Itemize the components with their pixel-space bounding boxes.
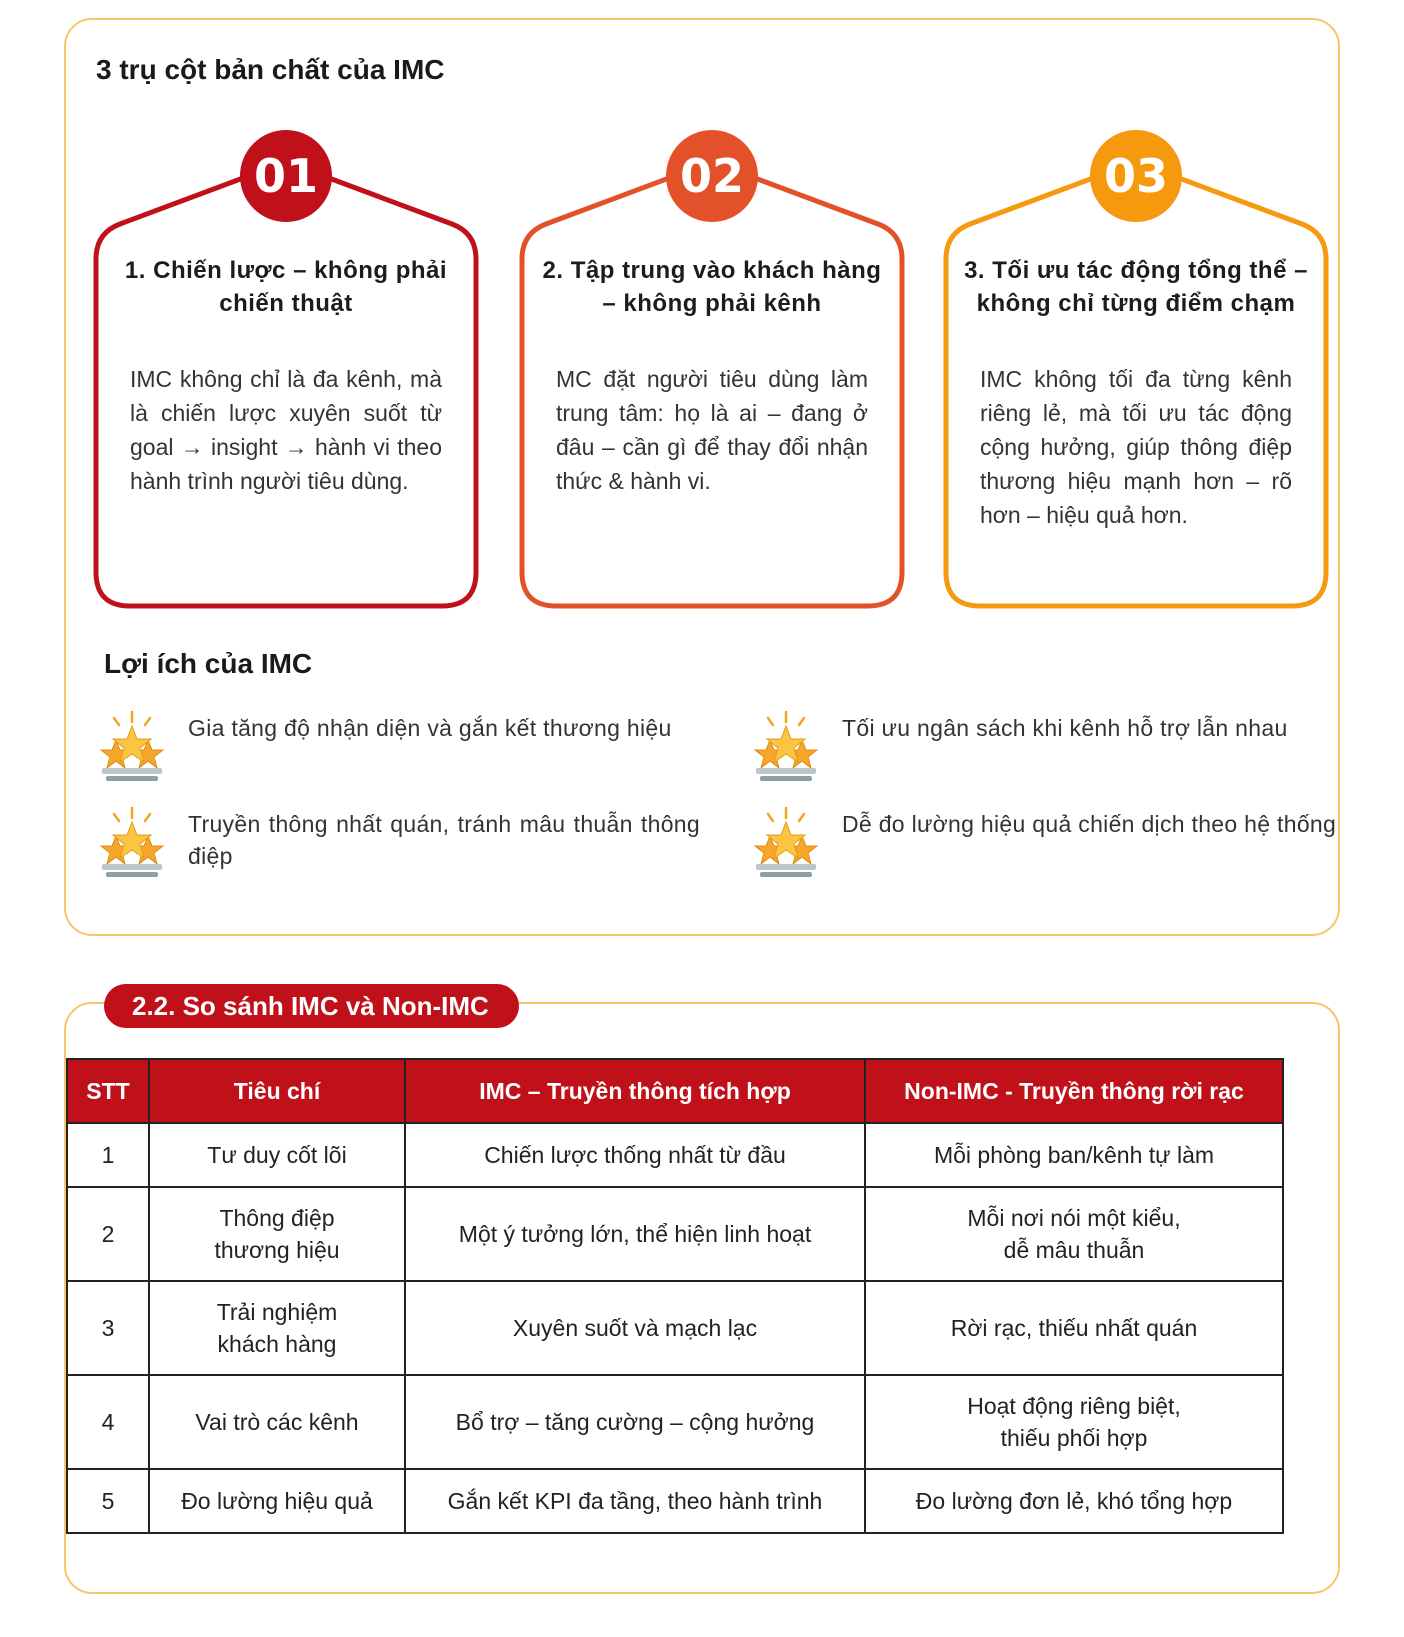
cell-stt: 1 <box>67 1123 149 1187</box>
stars-icon <box>96 806 168 886</box>
cell-imc: Xuyên suốt và mạch lạc <box>405 1281 865 1375</box>
cell-non-imc: Rời rạc, thiếu nhất quán <box>865 1281 1283 1375</box>
cell-imc: Gắn kết KPI đa tầng, theo hành trình <box>405 1469 865 1533</box>
header-non-imc: Non-IMC - Truyền thông rời rạc <box>865 1059 1283 1123</box>
cell-imc: Bổ trợ – tăng cường – cộng hưởng <box>405 1375 865 1469</box>
pillar-body: MC đặt người tiêu dùng làm trung tâm: họ là ai – đang ở đâu – cần gì để thay đổi nhận thức & hành vi. <box>556 366 868 494</box>
cell-criterion: Đo lường hiệu quả <box>149 1469 405 1533</box>
cell-non-imc: Mỗi nơi nói một kiểu, dễ mâu thuẫn <box>865 1187 1283 1281</box>
cell-imc: Chiến lược thống nhất từ đầu <box>405 1123 865 1187</box>
cell-criterion: Trải nghiệm khách hàng <box>149 1281 405 1375</box>
header-stt: STT <box>67 1059 149 1123</box>
cell-non-imc: Hoạt động riêng biệt, thiếu phối hợp <box>865 1375 1283 1469</box>
pillars-section-title: 3 trụ cột bản chất của IMC <box>96 54 445 85</box>
benefits-section-title: Lợi ích của IMC <box>104 648 313 679</box>
cell-non-imc: Đo lường đơn lẻ, khó tổng hợp <box>865 1469 1283 1533</box>
pillar-number-badge: 03 <box>1090 130 1182 222</box>
cell-stt: 3 <box>67 1281 149 1375</box>
header-criterion: Tiêu chí <box>149 1059 405 1123</box>
benefit-text: Tối ưu ngân sách khi kênh hỗ trợ lẫn nhau <box>842 715 1288 741</box>
cell-stt: 4 <box>67 1375 149 1469</box>
stars-icon <box>750 710 822 790</box>
benefit-item <box>750 710 1350 790</box>
table-row <box>67 1281 1283 1375</box>
cell-criterion: Thông điệp thương hiệu <box>149 1187 405 1281</box>
pillar-title: 1. Chiến lược – không phải chiến thuật <box>124 257 448 317</box>
table-row <box>67 1469 1283 1533</box>
table-row <box>67 1123 1283 1187</box>
stars-icon <box>96 710 168 790</box>
cell-criterion: Tư duy cốt lõi <box>149 1123 405 1187</box>
table-header-row <box>67 1059 1283 1123</box>
pillar-card-1 <box>94 120 478 610</box>
pillar-title: 3. Tối ưu tác động tổng thể – không chỉ từng điểm chạm <box>964 257 1308 317</box>
header-imc: IMC – Truyền thông tích hợp <box>405 1059 865 1123</box>
benefit-item <box>750 806 1350 886</box>
cell-stt: 5 <box>67 1469 149 1533</box>
pillar-card-3 <box>944 120 1328 610</box>
table-row <box>67 1187 1283 1281</box>
cell-non-imc: Mỗi phòng ban/kênh tự làm <box>865 1123 1283 1187</box>
table-row <box>67 1375 1283 1469</box>
cell-stt: 2 <box>67 1187 149 1281</box>
stars-icon <box>750 806 822 886</box>
benefit-text: Truyền thông nhất quán, tránh mâu thuẫn thông điệp <box>188 811 700 869</box>
benefit-item <box>96 806 700 886</box>
comparison-section-tag: 2.2. So sánh IMC và Non-IMC <box>104 984 519 1028</box>
pillar-body: IMC không chỉ là đa kênh, mà là chiến lược xuyên suốt từ goal → insight → hành vi theo hành trình người tiêu dùng. <box>130 366 442 494</box>
cell-imc: Một ý tưởng lớn, thể hiện linh hoạt <box>405 1187 865 1281</box>
pillar-number-badge: 01 <box>240 130 332 222</box>
benefit-text: Dễ đo lường hiệu quả chiến dịch theo hệ thống <box>842 811 1337 837</box>
pillar-card-2 <box>520 120 904 610</box>
cell-criterion: Vai trò các kênh <box>149 1375 405 1469</box>
benefit-text: Gia tăng độ nhận diện và gắn kết thương hiệu <box>188 715 672 741</box>
pillar-number-badge: 02 <box>666 130 758 222</box>
benefit-item <box>96 710 696 790</box>
pillar-title: 2. Tập trung vào khách hàng – không phải kênh <box>542 257 882 317</box>
pillar-body: IMC không tối đa từng kênh riêng lẻ, mà tối ưu tác động cộng hưởng, giúp thông điệp thương hiệu mạnh hơn – rõ hơn – hiệu quả hơn. <box>980 366 1292 528</box>
comparison-table <box>66 1058 1284 1534</box>
